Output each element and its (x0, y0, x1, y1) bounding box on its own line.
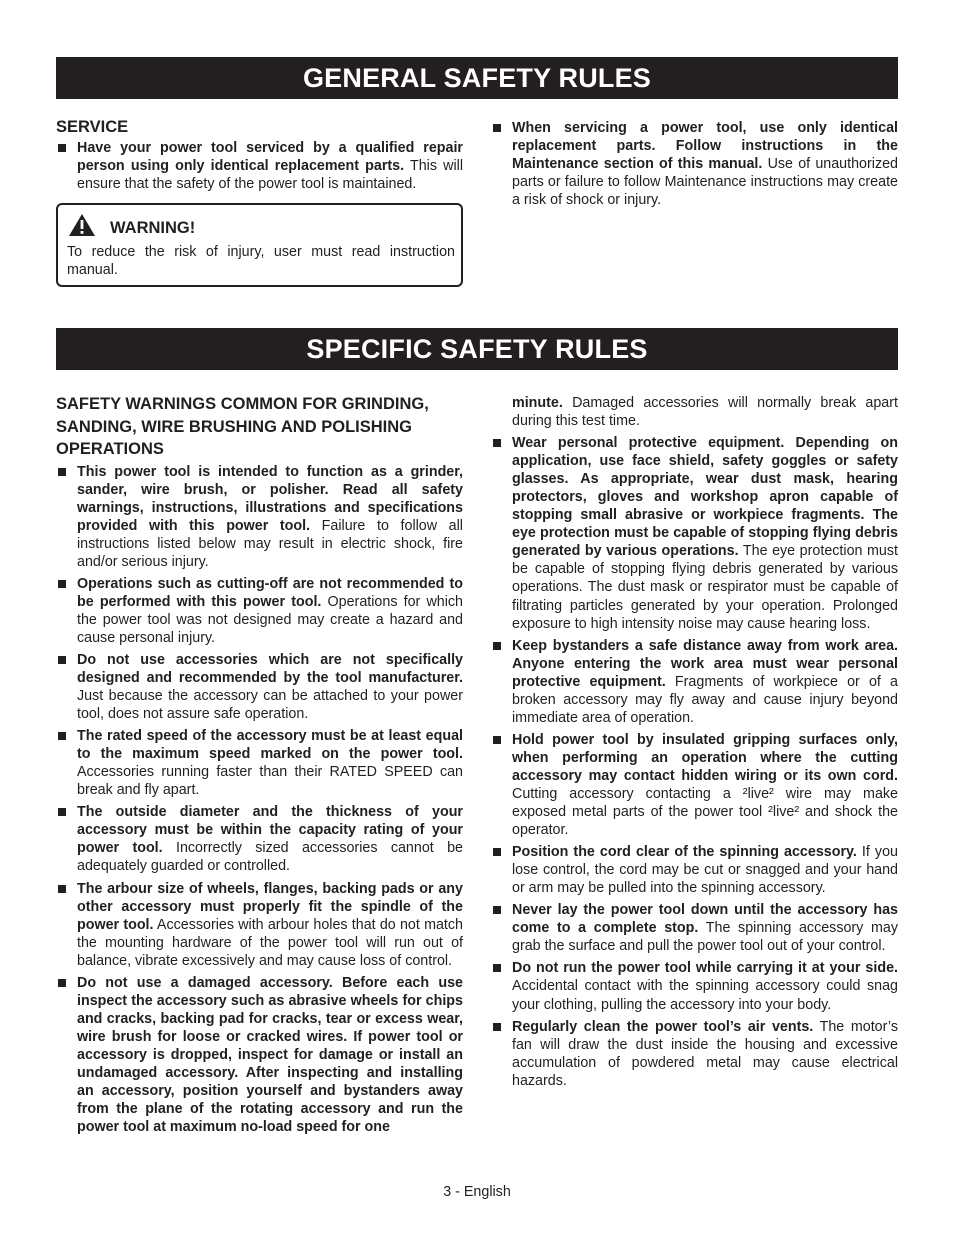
item-bold-text: Keep bystanders a safe distance away from work area. Anyone entering the work area must wear personal protective equipment. (512, 637, 898, 690)
list-item (56, 139, 463, 193)
warning-triangle-icon (68, 213, 96, 237)
warning-text: To reduce the risk of injury, user must read instruction manual. (67, 244, 455, 279)
item-text: Damaged accessories will normally break apart during this test time. (512, 395, 898, 430)
specific-safety-rules-banner: SPECIFIC SAFETY RULES (56, 328, 898, 370)
item-text: The motor’s fan will draw the dust inside the housing and excessive accumulation of powdered metal may cause electrical hazards. (512, 1018, 898, 1089)
item-text: Fragments of workpiece or of a broken accessory may fly away and cause injury beyond immediate area of operation. (512, 673, 898, 726)
page-footer: 3 - English (443, 1184, 511, 1200)
bullet-icon (58, 468, 66, 476)
list-item (56, 651, 463, 723)
bullet-icon (58, 732, 66, 740)
item-bold-text: Operations such as cutting-off are not recommended to be performed with this power tool. (77, 575, 463, 610)
item-text: The eye protection must be capable of stopping flying debris generated by various operations. The dust mask or respirator must be capable of filtrating particles generated by your operation. Prolonged exposure to high intensity noise may cause hearing loss. (512, 543, 898, 632)
bullet-icon (493, 124, 501, 132)
item-bold-text: Have your power tool serviced by a qualified repair person using only identical replacement parts. (77, 139, 463, 174)
service-section (56, 116, 463, 197)
specific-left-list (56, 463, 463, 1137)
item-bold-text: Hold power tool by insulated gripping surfaces only, when performing an operation where the cutting accessory may contact hidden wiring or its own cord. (512, 731, 898, 784)
item-text: If you lose control, the cord may be cut or snagged and your hand or arm may be pulled into the spinning accessory. (512, 844, 898, 897)
item-text: Failure to follow all instructions listed below may result in electric shock, fire and/or serious injury. (77, 517, 463, 570)
list-item (56, 880, 463, 970)
list-item (491, 731, 898, 839)
service-list-right (491, 119, 898, 209)
item-text: Operations for which the power tool was not designed may create a hazard and cause personal injury. (77, 593, 463, 646)
bullet-icon (493, 848, 501, 856)
warning-box (56, 203, 463, 287)
bullet-icon (58, 656, 66, 664)
item-bold-text: Do not use a damaged accessory. Before each use inspect the accessory such as abrasive wheels for chips and cracks, backing pad for cracks, tear or excess wear, wire brush for loose or cracked wires. If power tool or accessory is dropped, inspect for damage or install an undamaged accessory. After inspecting and installing an accessory, position yourself and bystanders away from the plane of the rotating accessory and run the power tool at maximum no-load speed for one (77, 974, 463, 1136)
list-item (491, 637, 898, 727)
item-bold-text: Never lay the power tool down until the accessory has come to a complete stop. (512, 902, 898, 937)
item-text: The spinning accessory may grab the surface and pull the power tool out of your control. (512, 920, 898, 955)
list-item (56, 727, 463, 799)
item-bold-text: Do not use accessories which are not specifically designed and recommended by the tool manufacturer. (77, 651, 463, 687)
item-bold-text: The arbour size of wheels, flanges, backing pads or any other accessory must properly fit the spindle of the power tool. (77, 880, 463, 933)
item-bold-text: minute. (512, 395, 563, 411)
bullet-icon (493, 906, 501, 914)
list-item (56, 974, 463, 1136)
specific-right-column (491, 394, 898, 1094)
continuation-text (491, 394, 898, 430)
specific-heading: SAFETY WARNINGS COMMON FOR GRINDING, SANDING, WIRE BRUSHING AND POLISHING OPERATIONS (56, 395, 429, 458)
item-text: Cutting accessory contacting a ²live² wire may make exposed metal parts of the power tool ²live² and shock the operator. (512, 785, 898, 839)
item-bold-text: This power tool is intended to function as a grinder, sander, wire brush, or polisher. Read all safety warnings, instructions, illustrations and specifications provided with this power tool. (77, 463, 463, 534)
list-item (491, 434, 898, 633)
item-bold-text: Position the cord clear of the spinning accessory. (512, 844, 857, 861)
service-list (56, 139, 463, 193)
general-safety-rules-banner: GENERAL SAFETY RULES (56, 57, 898, 99)
item-text: Accidental contact with the spinning accessory could snag your clothing, pulling the accessory into your body. (512, 978, 898, 1013)
service-section-right (491, 119, 898, 213)
warning-title: WARNING! (110, 219, 196, 237)
list-item (491, 1018, 898, 1090)
item-text: Use of unauthorized parts or failure to follow Maintenance instructions may create a risk of shock or injury. (512, 156, 898, 209)
item-text: Just because the accessory can be attached to your power tool, does not assure safe operation. (77, 688, 463, 723)
bullet-icon (58, 979, 66, 987)
list-item (491, 119, 898, 209)
bullet-icon (58, 808, 66, 816)
item-bold-text: Do not run the power tool while carrying it at your side. (512, 960, 898, 977)
item-text: This will ensure that the safety of the power tool is maintained. (77, 157, 463, 192)
bullet-icon (493, 736, 501, 744)
specific-left-column (56, 393, 463, 1140)
item-bold-text: The rated speed of the accessory must be at least equal to the maximum speed marked on the power tool. (77, 728, 463, 763)
list-item (56, 803, 463, 875)
item-bold-text: Wear personal protective equipment. Depending on application, use face shield, safety goggles or safety glasses. As appropriate, wear dust mask, hearing protectors, gloves and workshop apron capable of stopping small abrasive or workpiece fragments. The eye protection must be capable of stopping flying debris generated by various operations. (512, 435, 898, 560)
item-bold-text: When servicing a power tool, use only identical replacement parts. Follow instructions in the Maintenance section of this manual. (512, 120, 898, 173)
bullet-icon (493, 1023, 501, 1031)
list-item (491, 901, 898, 955)
bullet-icon (58, 885, 66, 893)
list-item (56, 575, 463, 647)
specific-right-list (491, 434, 898, 1090)
item-text: Accessories with arbour holes that do not match the mounting hardware of the power tool will run out of balance, vibrate excessively and may cause loss of control. (77, 916, 464, 969)
bullet-icon (493, 642, 501, 650)
item-bold-text: Regularly clean the power tool’s air vents. (512, 1018, 814, 1035)
service-heading: SERVICE (56, 118, 129, 136)
list-item (56, 463, 463, 571)
bullet-icon (58, 580, 66, 588)
list-item (491, 843, 898, 897)
list-item (491, 959, 898, 1013)
item-bold-text: The outside diameter and the thickness of your accessory must be within the capacity rating of your power tool. (77, 804, 463, 857)
bullet-icon (493, 964, 501, 972)
bullet-icon (493, 439, 501, 447)
item-text: Incorrectly sized accessories cannot be adequately guarded or controlled. (77, 840, 463, 875)
item-text: Accessories running faster than their RATED SPEED can break and fly apart. (77, 764, 463, 799)
bullet-icon (58, 144, 66, 152)
